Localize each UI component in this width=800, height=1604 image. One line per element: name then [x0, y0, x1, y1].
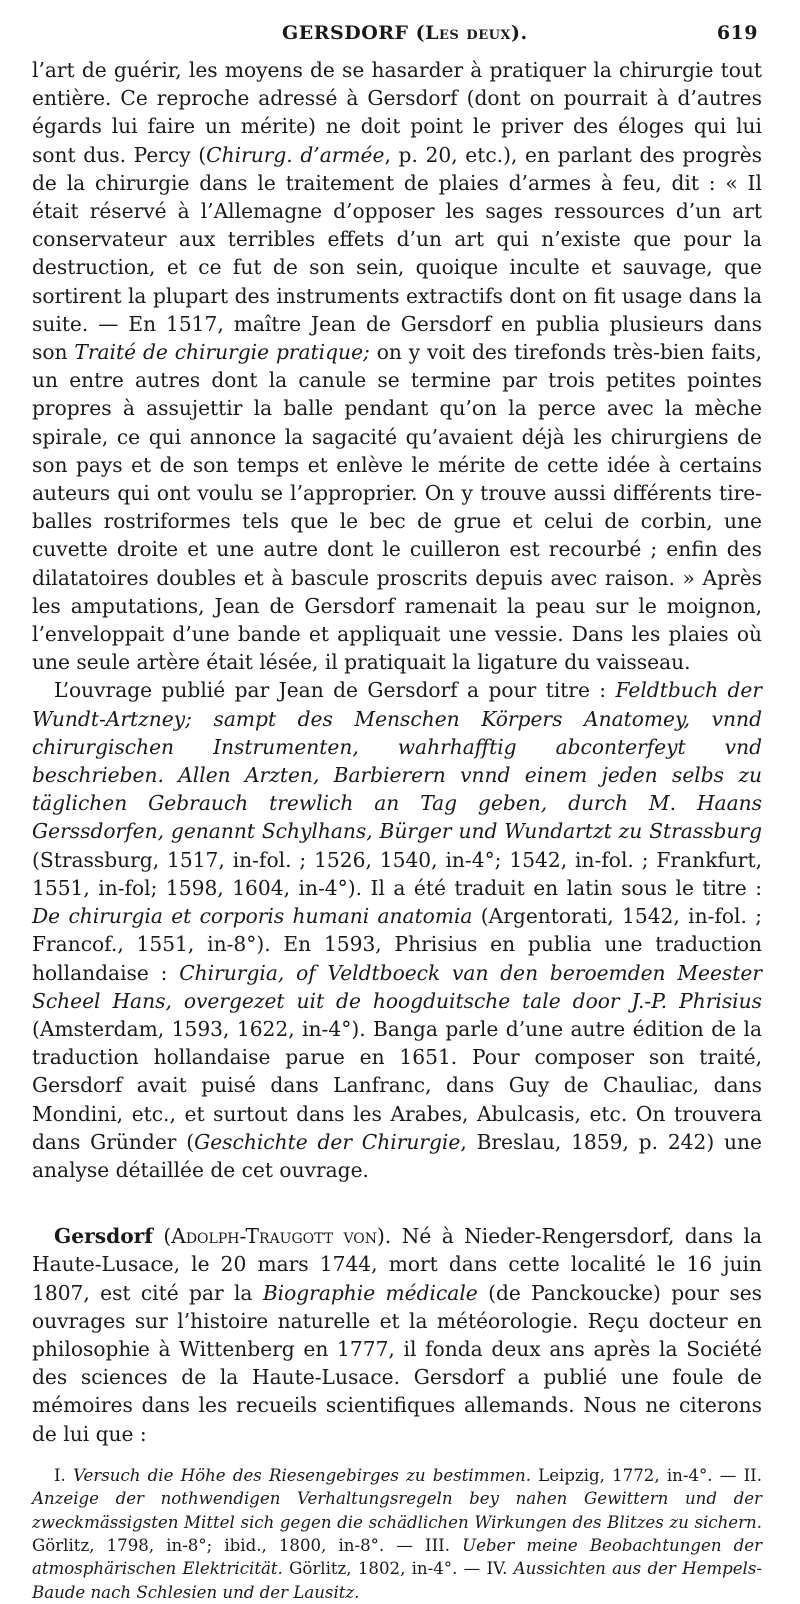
text-segment: (Amsterdam, 1593, 1622, in-4°). Banga parle d’une autre édition de la traduction hollandaise parue en 1651. Pour composer son traité, Gersdorf avait puisé dans Lanfranc, dans Guy de Chauliac, dans Mondini, etc., et surtout dans les Arabes, Abulcasis, etc. On trouvera dans Gründer (: [32, 1016, 762, 1154]
bibliography-segment: Görlitz, 1798, in-8°; ibid., 1800, in-8°. — III.: [32, 1535, 463, 1555]
text-segment: Gersdorf: [54, 1224, 153, 1249]
running-title: [282, 22, 528, 44]
running-title-sub: (Les deux).: [415, 22, 528, 44]
text-segment: L’ouvrage publié par Jean de Gersdorf a pour titre :: [54, 678, 616, 703]
text-segment: Feldtbuch der Wundt-Artzney; sampt des Menschen Körpers Anatomey, vnnd chirurgischen Instrumenten, wahrhafftig abconterfeyt vnd beschrieben. Allen Arzten, Barbierern vnnd einem jeden selbs zu täglichen Gebrauch trewlich an Tag geben, durch M. Haans Gerssdorfen, genannt Schylhans, Bürger und Wundartzt zu Strassburg: [32, 678, 762, 844]
text-segment: Chirurgia, of Veldtboeck van den beroemden Meester Scheel Hans, overgezet uit de hoogduitsche tale door J.-P. Phrisius: [32, 960, 762, 1013]
paragraph-entry-adolph-traugott: [32, 1222, 762, 1448]
running-head: [32, 22, 762, 56]
text-segment: Adolph-Traugott von: [171, 1224, 378, 1249]
text-segment: ). Né à Nieder-Rengersdorf, dans la Haute-Lusace, le 20 mars 1744, mort dans cette localité le 16 juin 1807, est cité par la: [32, 1224, 762, 1305]
article-body: [32, 56, 762, 1448]
text-segment: , Breslau, 1859, p. 242) une analyse détaillée de cet ouvrage.: [32, 1129, 762, 1182]
bibliography-segment: Ueber meine Beobachtungen der atmosphärischen Elektricität.: [32, 1535, 762, 1579]
text-segment: on y voit des tirefonds très-bien faits, un entre autres dont la canule se termine par trois petites pointes propres à assujettir la balle pendant qu’on la perce avec la mèche spirale, ce qui annonce la sagacité qu’avaient déjà les chirurgiens de son pays et de son temps et enlève le mérite de cette idée à certains auteurs qui ont voulu se l’approprier. On y trouve aussi différents tire-balles rostriformes tels que le bec de grue et celui de corbin, une cuvette droite et une autre dont le cuilleron est recourbé ; enfin des dilatatoires doubles et à bascule proscrits depuis avec raison. » Après les amputations, Jean de Gersdorf ramenait la peau sur le moignon, l’enveloppait d’une bande et appliquait une vessie. Dans les plaies où une seule artère était lésée, il pratiquait la ligature du vaisseau.: [32, 340, 763, 675]
paragraph-percy-quote: [32, 56, 762, 676]
running-title-main: GERSDORF: [282, 22, 409, 44]
bibliography-items: [32, 1464, 762, 1604]
text-segment: Chirurg. d’armée: [206, 142, 385, 167]
bibliography-segment: Versuch die Höhe des Riesengebirges zu bestimmen.: [73, 1465, 531, 1485]
text-segment: (: [153, 1224, 172, 1249]
entry-separator: [32, 1184, 762, 1222]
text-segment: Biographie médicale: [262, 1280, 478, 1305]
bibliography-list: [32, 1464, 762, 1604]
bibliography-segment: Görlitz, 1802, in-4°. — IV.: [282, 1559, 514, 1579]
bibliography-segment: Anzeige der nothwendigen Verhaltungsregeln bey nahen Gewittern und der zweckmässigsten Mittel sich gegen die schädlichen Wirkungen des Blitzes zu sichern.: [32, 1489, 762, 1532]
text-segment: (Argentorati, 1542, in-fol. ; Francof., 1551, in-8°). En 1593, Phrisius en publia une traduction hollandaise :: [32, 904, 762, 985]
text-segment: l’art de guérir, les moyens de se hasarder à pratiquer la chirurgie tout entière. Ce reproche adressé à Gersdorf (dont on pourrait à d’autres égards lui faire un mérite) ne doit point le priver des éloges qui lui sont dus. Percy (: [32, 58, 762, 167]
text-segment: , p. 20, etc.), en parlant des progrès de la chirurgie dans le traitement de plaies d’armes à feu, dit : « Il était réservé à l’Allemagne d’opposer les sages ressources d’un art conservateur aux terribles effets d’un art qui n’existe que pour la destruction, et ce fut de son sein, quoique inculte et sauvage, que sortirent la plupart des instruments extractifs dont on fit usage dans la suite. — En 1517, maître Jean de Gersdorf en publia plusieurs dans son: [32, 142, 762, 365]
text-segment: Traité de chirurgie pratique;: [74, 340, 370, 365]
text-segment: (de Panckoucke) pour ses ouvrages sur l’histoire naturelle et la météorologie. Reçu docteur en philosophie à Wittenberg en 1777, il fonda deux ans après la Société des sciences de la Haute-Lusace. Gersdorf a publié une foule de mémoires dans les recueils scientifiques allemands. Nous ne citerons de lui que :: [32, 1280, 762, 1446]
text-segment: Geschichte der Chirurgie: [194, 1129, 461, 1154]
paragraph-ouvrage: [32, 676, 762, 1184]
bibliography-segment: Leipzig, 1772, in-4°. — II.: [530, 1465, 762, 1485]
bibliography-segment: I.: [54, 1465, 74, 1485]
page-number: 619: [716, 22, 758, 44]
bibliography-segment: Aussichten aus der Hempels-Baude nach Schlesien und der Lausitz.: [32, 1559, 762, 1602]
text-segment: (Strassburg, 1517, in-fol. ; 1526, 1540, in-4°; 1542, in-fol. ; Frankfurt, 1551, in-fol; 1598, 1604, in-4°). Il a été traduit en latin sous le titre :: [32, 847, 762, 900]
text-segment: De chirurgia et corporis humani anatomia: [32, 904, 473, 929]
